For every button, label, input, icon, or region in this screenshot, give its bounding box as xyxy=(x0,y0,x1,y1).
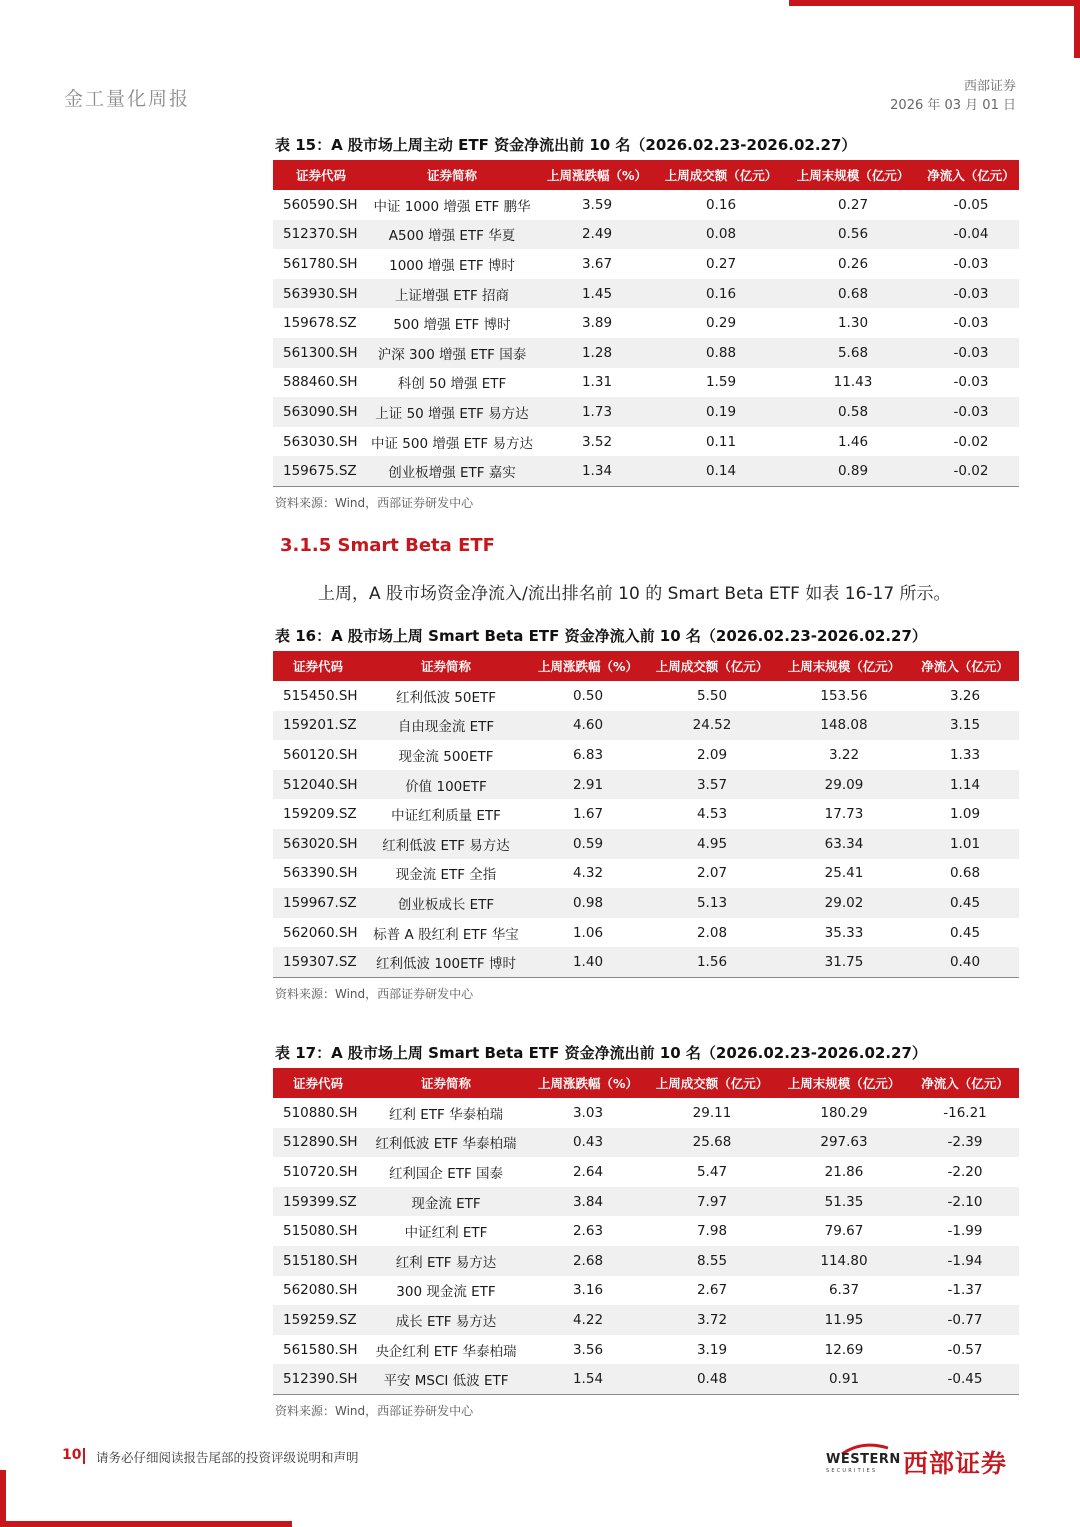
weekly-turnover-cell: 29.11 xyxy=(692,1104,732,1121)
table-row xyxy=(273,220,1019,250)
security-name-cell: 科创 50 增强 ETF xyxy=(397,376,507,393)
column-header: 证券代码 xyxy=(273,160,369,190)
security-code-cell: 159209.SZ xyxy=(283,806,357,823)
security-name-cell: 标普 A 股红利 ETF 华宝 xyxy=(373,926,519,943)
net-inflow-cell: 1.01 xyxy=(911,829,1019,859)
security-code-cell: 515180.SH xyxy=(273,1246,363,1276)
security-code-cell: 159678.SZ xyxy=(283,315,357,332)
security-name-cell: 上证 50 增强 ETF 易方达 xyxy=(369,397,535,427)
fund-size-cell: 11.43 xyxy=(833,374,873,391)
column-header: 证券代码 xyxy=(273,651,363,681)
security-code-cell: 512890.SH xyxy=(273,1128,363,1158)
weekly-change-cell: 2.91 xyxy=(529,770,647,800)
fund-size-cell: 29.02 xyxy=(777,888,911,918)
security-code-cell: 588460.SH xyxy=(283,374,358,391)
table17-source: 资料来源：Wind，西部证券研发中心 xyxy=(275,1404,474,1418)
net-inflow-cell: -0.05 xyxy=(953,196,989,213)
security-name-cell: 沪深 300 增强 ETF 国泰 xyxy=(369,338,535,368)
table-row xyxy=(273,1187,1019,1217)
column-header: 上周末规模（亿元） xyxy=(777,651,911,681)
column-header: 上周成交额（亿元） xyxy=(647,1068,777,1098)
security-name-cell: 红利低波 ETF 华泰柏瑞 xyxy=(363,1128,529,1158)
table-row xyxy=(273,799,1019,829)
fund-size-cell: 153.56 xyxy=(820,687,868,704)
security-code-cell: 560120.SH xyxy=(283,746,358,763)
fund-size-cell: 148.08 xyxy=(777,711,911,741)
table-row xyxy=(273,829,1019,859)
fund-size-cell: 11.95 xyxy=(777,1305,911,1335)
fund-size-cell: 3.22 xyxy=(828,746,860,763)
company-name: 西部证券 xyxy=(963,79,1016,94)
security-name-cell: 红利低波 100ETF 博时 xyxy=(363,947,529,977)
security-name-cell: A500 增强 ETF 华夏 xyxy=(369,220,535,250)
security-name-cell: 红利国企 ETF 国泰 xyxy=(388,1165,504,1182)
table16-source: 资料来源：Wind，西部证券研发中心 xyxy=(275,987,474,1001)
table15 xyxy=(273,160,1019,487)
net-inflow-cell: -0.03 xyxy=(923,397,1019,427)
logo-english: WESTERN xyxy=(826,1452,901,1467)
table-row xyxy=(273,279,1019,309)
weekly-turnover-cell: 5.50 xyxy=(696,687,728,704)
security-name-cell: 红利 ETF 易方达 xyxy=(363,1246,529,1276)
weekly-change-cell: 2.49 xyxy=(535,220,659,250)
table-row xyxy=(273,427,1019,457)
weekly-turnover-cell: 5.47 xyxy=(696,1163,728,1180)
fund-size-cell: 29.09 xyxy=(777,770,911,800)
table-row xyxy=(273,338,1019,368)
table-row xyxy=(273,740,1019,770)
fund-size-cell: 51.35 xyxy=(777,1187,911,1217)
weekly-turnover-cell: 3.72 xyxy=(647,1305,777,1335)
net-inflow-cell: -0.77 xyxy=(911,1305,1019,1335)
table-row xyxy=(273,711,1019,741)
security-code-cell: 515080.SH xyxy=(283,1223,358,1240)
security-code-cell: 159307.SZ xyxy=(273,947,363,977)
page-frame-top-right xyxy=(789,0,1080,58)
security-code-cell: 563030.SH xyxy=(283,433,358,450)
table-row xyxy=(273,1128,1019,1158)
table-row xyxy=(273,249,1019,279)
column-header: 上周涨跌幅（%） xyxy=(535,160,659,190)
fund-size-cell: 6.37 xyxy=(828,1282,860,1299)
weekly-turnover-cell: 2.08 xyxy=(696,924,728,941)
weekly-turnover-cell: 4.95 xyxy=(647,829,777,859)
table16-caption: 表 16：A 股市场上周 Smart Beta ETF 资金净流入前 10 名（2026.02.23-2026.02.27） xyxy=(275,627,927,645)
weekly-turnover-cell: 1.59 xyxy=(705,374,737,391)
weekly-change-cell: 2.68 xyxy=(529,1246,647,1276)
column-header: 上周成交额（亿元） xyxy=(647,651,777,681)
table-row xyxy=(273,947,1019,977)
weekly-change-cell: 3.89 xyxy=(581,315,613,332)
security-name-cell: 红利 ETF 华泰柏瑞 xyxy=(388,1106,504,1123)
table15-source: 资料来源：Wind，西部证券研发中心 xyxy=(275,496,474,510)
net-inflow-cell: 1.14 xyxy=(911,770,1019,800)
security-code-cell: 560590.SH xyxy=(283,196,358,213)
security-code-cell: 563090.SH xyxy=(273,397,369,427)
column-header: 上周涨跌幅（%） xyxy=(529,651,647,681)
fund-size-cell: 35.33 xyxy=(824,924,864,941)
weekly-change-cell: 1.45 xyxy=(535,279,659,309)
security-code-cell: 510880.SH xyxy=(283,1104,358,1121)
fund-size-cell: 0.27 xyxy=(837,196,869,213)
security-code-cell: 563390.SH xyxy=(283,865,358,882)
column-header: 证券简称 xyxy=(363,1068,529,1098)
security-code-cell: 561780.SH xyxy=(283,255,358,272)
table15-caption: 表 15：A 股市场上周主动 ETF 资金净流出前 10 名（2026.02.23-2026.02.27） xyxy=(275,136,857,154)
fund-size-cell: 297.63 xyxy=(777,1128,911,1158)
weekly-turnover-cell: 0.27 xyxy=(705,255,737,272)
table-row xyxy=(273,308,1019,338)
security-name-cell: 现金流 ETF 全指 xyxy=(395,867,497,884)
table-row xyxy=(273,1335,1019,1365)
weekly-change-cell: 0.59 xyxy=(529,829,647,859)
weekly-turnover-cell: 0.11 xyxy=(705,433,737,450)
security-code-cell: 563930.SH xyxy=(273,279,369,309)
net-inflow-cell: -0.02 xyxy=(923,456,1019,486)
table-row xyxy=(273,681,1019,711)
table-row xyxy=(273,190,1019,220)
fund-size-cell: 1.46 xyxy=(837,433,869,450)
section-title: 3.1.5 Smart Beta ETF xyxy=(280,535,495,556)
fund-size-cell: 5.68 xyxy=(783,338,923,368)
page-number: 10 xyxy=(62,1447,82,1463)
net-inflow-cell: -0.57 xyxy=(947,1341,983,1358)
weekly-turnover-cell: 0.29 xyxy=(705,315,737,332)
table16 xyxy=(273,651,1019,978)
net-inflow-cell: 1.09 xyxy=(949,806,981,823)
weekly-change-cell: 1.28 xyxy=(535,338,659,368)
fund-size-cell: 17.73 xyxy=(824,806,864,823)
security-code-cell: 512390.SH xyxy=(273,1364,363,1394)
weekly-change-cell: 3.56 xyxy=(572,1341,604,1358)
security-code-cell: 159201.SZ xyxy=(273,711,363,741)
table-row xyxy=(273,1305,1019,1335)
weekly-turnover-cell: 0.16 xyxy=(705,196,737,213)
weekly-turnover-cell: 7.97 xyxy=(647,1187,777,1217)
weekly-change-cell: 6.83 xyxy=(572,746,604,763)
net-inflow-cell: 3.15 xyxy=(911,711,1019,741)
section-intro: 上周，A 股市场资金净流入/流出排名前 10 的 Smart Beta ETF 如表 16-17 所示。 xyxy=(318,584,951,604)
weekly-change-cell: 1.54 xyxy=(529,1364,647,1394)
fund-size-cell: 0.89 xyxy=(783,456,923,486)
table-row xyxy=(273,368,1019,398)
security-name-cell: 平安 MSCI 低波 ETF xyxy=(363,1364,529,1394)
weekly-change-cell: 0.50 xyxy=(572,687,604,704)
weekly-change-cell: 1.40 xyxy=(529,947,647,977)
security-name-cell: 中证 1000 增强 ETF 鹏华 xyxy=(373,198,531,215)
weekly-turnover-cell: 3.19 xyxy=(696,1341,728,1358)
weekly-change-cell: 4.22 xyxy=(529,1305,647,1335)
net-inflow-cell: -0.03 xyxy=(953,255,989,272)
weekly-turnover-cell: 0.16 xyxy=(659,279,783,309)
net-inflow-cell: -0.03 xyxy=(953,374,989,391)
net-inflow-cell: -0.03 xyxy=(923,338,1019,368)
table-row xyxy=(273,918,1019,948)
net-inflow-cell: -1.99 xyxy=(947,1223,983,1240)
net-inflow-cell: -1.37 xyxy=(947,1282,983,1299)
column-header: 上周涨跌幅（%） xyxy=(529,1068,647,1098)
fund-size-cell: 0.68 xyxy=(783,279,923,309)
net-inflow-cell: -2.20 xyxy=(947,1163,983,1180)
net-inflow-cell: -0.45 xyxy=(911,1364,1019,1394)
security-name-cell: 现金流 ETF xyxy=(363,1187,529,1217)
weekly-turnover-cell: 5.13 xyxy=(647,888,777,918)
security-code-cell: 562060.SH xyxy=(283,924,358,941)
security-name-cell: 上证增强 ETF 招商 xyxy=(369,279,535,309)
fund-size-cell: 21.86 xyxy=(824,1163,864,1180)
logo-chinese: 西部证券 xyxy=(903,1449,1008,1478)
security-name-cell: 中证 500 增强 ETF 易方达 xyxy=(371,435,533,452)
column-header: 证券简称 xyxy=(369,160,535,190)
security-code-cell: 159259.SZ xyxy=(273,1305,363,1335)
column-header: 上周成交额（亿元） xyxy=(659,160,783,190)
table-row xyxy=(273,1246,1019,1276)
fund-size-cell: 79.67 xyxy=(824,1223,864,1240)
table-row xyxy=(273,770,1019,800)
footer-separator xyxy=(83,1448,85,1464)
table-header-row xyxy=(273,1068,1019,1098)
column-header: 净流入（亿元） xyxy=(911,651,1019,681)
weekly-turnover-cell: 0.19 xyxy=(659,397,783,427)
net-inflow-cell: -0.02 xyxy=(953,433,989,450)
security-name-cell: 300 现金流 ETF xyxy=(396,1284,496,1301)
security-name-cell: 现金流 500ETF xyxy=(398,748,494,765)
column-header: 净流入（亿元） xyxy=(923,160,1019,190)
weekly-change-cell: 3.03 xyxy=(572,1104,604,1121)
table17 xyxy=(273,1068,1019,1395)
footer-disclaimer: 请务必仔细阅读报告尾部的投资评级说明和声明 xyxy=(96,1450,359,1465)
net-inflow-cell: 3.26 xyxy=(949,687,981,704)
table-header-row xyxy=(273,160,1019,190)
fund-size-cell: 114.80 xyxy=(777,1246,911,1276)
security-name-cell: 创业板成长 ETF xyxy=(363,888,529,918)
security-name-cell: 红利低波 50ETF xyxy=(395,689,496,706)
fund-size-cell: 0.56 xyxy=(783,220,923,250)
security-code-cell: 561300.SH xyxy=(273,338,369,368)
net-inflow-cell: -0.04 xyxy=(923,220,1019,250)
security-code-cell: 515450.SH xyxy=(283,687,358,704)
table-row xyxy=(273,1276,1019,1306)
net-inflow-cell: -0.03 xyxy=(953,315,989,332)
fund-size-cell: 0.26 xyxy=(837,255,869,272)
weekly-change-cell: 4.32 xyxy=(572,865,604,882)
table-row xyxy=(273,859,1019,889)
security-code-cell: 512370.SH xyxy=(273,220,369,250)
security-name-cell: 央企红利 ETF 华泰柏瑞 xyxy=(375,1343,517,1360)
security-code-cell: 561580.SH xyxy=(283,1341,358,1358)
net-inflow-cell: 0.45 xyxy=(911,888,1019,918)
weekly-change-cell: 4.60 xyxy=(529,711,647,741)
weekly-turnover-cell: 2.67 xyxy=(696,1282,728,1299)
net-inflow-cell: 0.45 xyxy=(949,924,981,941)
report-name: 金工量化周报 xyxy=(64,88,191,110)
table-row xyxy=(273,456,1019,486)
security-code-cell: 159967.SZ xyxy=(273,888,363,918)
weekly-change-cell: 3.16 xyxy=(572,1282,604,1299)
column-header: 上周末规模（亿元） xyxy=(783,160,923,190)
weekly-change-cell: 1.67 xyxy=(572,806,604,823)
security-code-cell: 159399.SZ xyxy=(273,1187,363,1217)
logo-english-sub: SECURITIES xyxy=(826,1468,878,1474)
fund-size-cell: 25.41 xyxy=(824,865,864,882)
page-frame-bottom-left xyxy=(0,1470,292,1527)
weekly-turnover-cell: 24.52 xyxy=(647,711,777,741)
weekly-turnover-cell: 2.07 xyxy=(696,865,728,882)
security-name-cell: 1000 增强 ETF 博时 xyxy=(389,257,515,274)
fund-size-cell: 63.34 xyxy=(777,829,911,859)
weekly-change-cell: 1.34 xyxy=(535,456,659,486)
weekly-change-cell: 2.64 xyxy=(572,1163,604,1180)
table17-caption: 表 17：A 股市场上周 Smart Beta ETF 资金净流出前 10 名（2026.02.23-2026.02.27） xyxy=(275,1044,927,1062)
weekly-change-cell: 3.84 xyxy=(529,1187,647,1217)
weekly-change-cell: 1.73 xyxy=(535,397,659,427)
net-inflow-cell: -16.21 xyxy=(943,1104,987,1121)
weekly-change-cell: 2.63 xyxy=(572,1223,604,1240)
column-header: 上周末规模（亿元） xyxy=(777,1068,911,1098)
net-inflow-cell: 0.40 xyxy=(911,947,1019,977)
security-name-cell: 创业板增强 ETF 嘉实 xyxy=(369,456,535,486)
security-code-cell: 510720.SH xyxy=(283,1163,358,1180)
column-header: 净流入（亿元） xyxy=(911,1068,1019,1098)
table-row xyxy=(273,1157,1019,1187)
security-code-cell: 512040.SH xyxy=(273,770,363,800)
table-row xyxy=(273,1216,1019,1246)
fund-size-cell: 0.91 xyxy=(777,1364,911,1394)
weekly-turnover-cell: 8.55 xyxy=(647,1246,777,1276)
report-date: 2026 年 03 月 01 日 xyxy=(890,98,1016,113)
fund-size-cell: 180.29 xyxy=(820,1104,868,1121)
table-row xyxy=(273,1364,1019,1394)
security-code-cell: 562080.SH xyxy=(283,1282,358,1299)
net-inflow-cell: -2.39 xyxy=(911,1128,1019,1158)
weekly-turnover-cell: 0.88 xyxy=(659,338,783,368)
weekly-turnover-cell: 7.98 xyxy=(696,1223,728,1240)
security-name-cell: 中证红利质量 ETF xyxy=(391,808,501,825)
security-name-cell: 价值 100ETF xyxy=(363,770,529,800)
column-header: 证券简称 xyxy=(363,651,529,681)
security-code-cell: 563020.SH xyxy=(273,829,363,859)
weekly-change-cell: 3.59 xyxy=(581,196,613,213)
weekly-change-cell: 3.52 xyxy=(581,433,613,450)
security-name-cell: 红利低波 ETF 易方达 xyxy=(363,829,529,859)
weekly-turnover-cell: 25.68 xyxy=(647,1128,777,1158)
net-inflow-cell: 0.68 xyxy=(949,865,981,882)
weekly-turnover-cell: 4.53 xyxy=(696,806,728,823)
security-code-cell: 159675.SZ xyxy=(273,456,369,486)
weekly-turnover-cell: 0.48 xyxy=(647,1364,777,1394)
weekly-turnover-cell: 2.09 xyxy=(696,746,728,763)
net-inflow-cell: -2.10 xyxy=(911,1187,1019,1217)
weekly-turnover-cell: 0.08 xyxy=(659,220,783,250)
table-row xyxy=(273,1098,1019,1128)
fund-size-cell: 31.75 xyxy=(777,947,911,977)
security-name-cell: 成长 ETF 易方达 xyxy=(363,1305,529,1335)
net-inflow-cell: 1.33 xyxy=(949,746,981,763)
table-row xyxy=(273,888,1019,918)
fund-size-cell: 0.58 xyxy=(783,397,923,427)
weekly-change-cell: 1.31 xyxy=(581,374,613,391)
security-name-cell: 中证红利 ETF xyxy=(404,1225,488,1242)
table-row xyxy=(273,397,1019,427)
net-inflow-cell: -1.94 xyxy=(911,1246,1019,1276)
table-header-row xyxy=(273,651,1019,681)
weekly-change-cell: 0.43 xyxy=(529,1128,647,1158)
security-name-cell: 500 增强 ETF 博时 xyxy=(393,317,511,334)
weekly-change-cell: 0.98 xyxy=(529,888,647,918)
fund-size-cell: 1.30 xyxy=(837,315,869,332)
security-name-cell: 自由现金流 ETF xyxy=(363,711,529,741)
weekly-turnover-cell: 1.56 xyxy=(647,947,777,977)
weekly-turnover-cell: 0.14 xyxy=(659,456,783,486)
weekly-change-cell: 1.06 xyxy=(572,924,604,941)
fund-size-cell: 12.69 xyxy=(824,1341,864,1358)
weekly-change-cell: 3.67 xyxy=(581,255,613,272)
column-header: 证券代码 xyxy=(273,1068,363,1098)
weekly-turnover-cell: 3.57 xyxy=(647,770,777,800)
net-inflow-cell: -0.03 xyxy=(923,279,1019,309)
